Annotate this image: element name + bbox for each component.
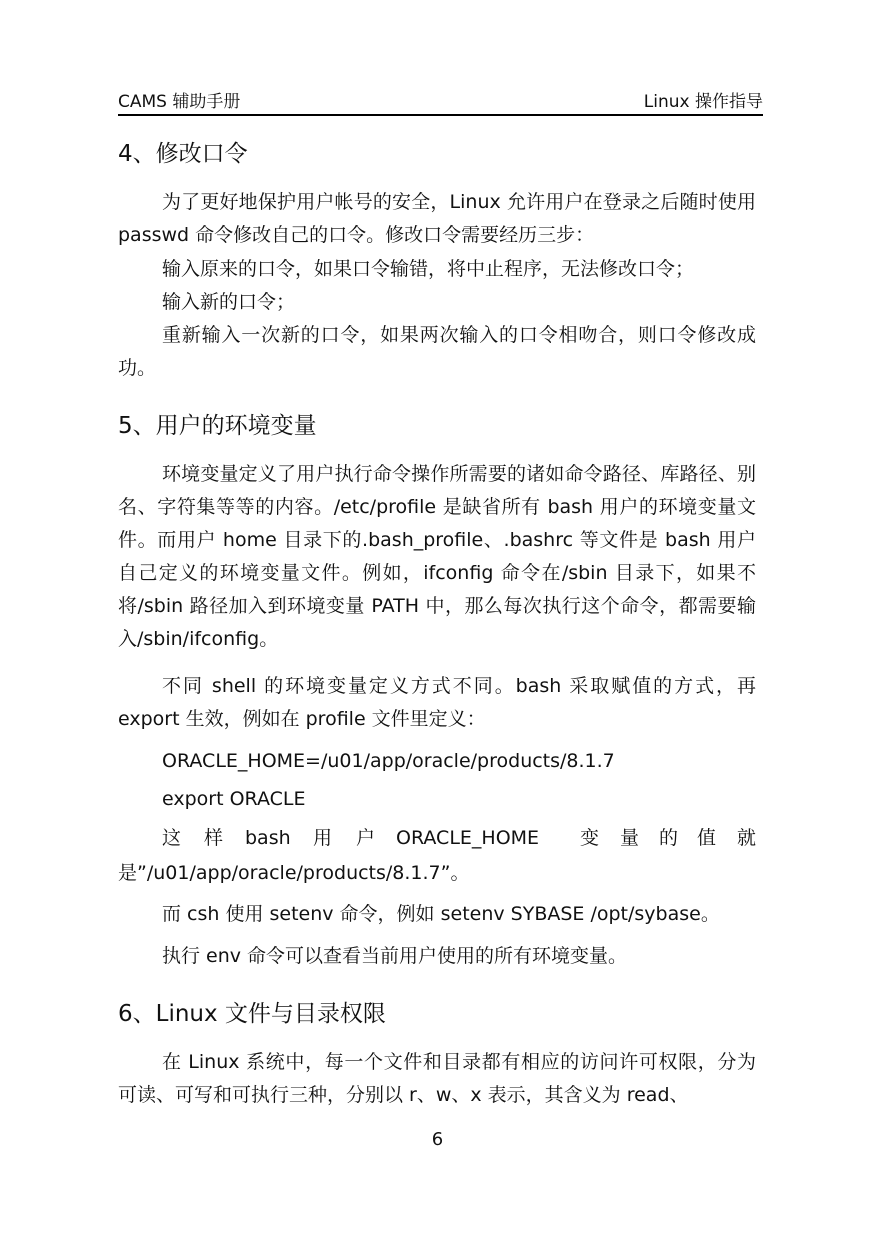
spaced-word: 变: [580, 827, 600, 849]
header-manual-title: CAMS 辅助手册: [118, 92, 241, 112]
section-heading-file-permissions: 6、Linux 文件与目录权限: [118, 1001, 386, 1027]
spaced-line-continuation: 是”/u01/app/oracle/products/8.1.7”。: [118, 862, 470, 884]
paragraph-env-command: 执行 env 命令可以查看当前用户使用的所有环境变量。: [162, 945, 628, 967]
spaced-word: ORACLE_HOME: [396, 827, 540, 849]
code-line-oracle-home: ORACLE_HOME=/u01/app/oracle/products/8.1.7: [162, 750, 615, 772]
spaced-word: 的: [659, 827, 679, 849]
header-chapter-title: Linux 操作指导: [643, 92, 763, 112]
page-header: [118, 92, 763, 116]
spaced-line-oracle-home-value: [162, 825, 756, 851]
section-heading-change-password: 4、修改口令: [118, 141, 248, 167]
paragraph-permissions-intro: 在 Linux 系统中，每一个文件和目录都有相应的访问许可权限，分为可读、可写和可执行三种，分别以 r、w、x 表示，其含义为 read、: [118, 1051, 756, 1106]
spaced-word: 样: [204, 827, 224, 849]
paragraph-csh-setenv: 而 csh 使用 setenv 命令，例如 setenv SYBASE /opt/sybase。: [162, 903, 720, 925]
spaced-word: 值: [697, 827, 717, 849]
paragraph-password-intro: 为了更好地保护用户帐号的安全，Linux 允许用户在登录之后随时使用 passwd 命令修改自己的口令。修改口令需要经历三步：: [118, 191, 756, 246]
spaced-word: 就: [737, 827, 757, 849]
page-number: 6: [431, 1129, 444, 1150]
section-heading-environment-variables: 5、用户的环境变量: [118, 413, 317, 439]
spaced-word: 户: [356, 827, 376, 849]
spaced-word: 量: [620, 827, 640, 849]
paragraph-shell-difference: 不同 shell 的环境变量定义方式不同。bash 采取赋值的方式，再 export 生效，例如在 profile 文件里定义：: [118, 675, 756, 730]
paragraph-step-old-password: 输入原来的口令，如果口令输错，将中止程序，无法修改口令；: [162, 258, 695, 280]
spaced-word: 用: [313, 827, 333, 849]
spaced-word: 这: [162, 827, 182, 849]
spaced-word: bash: [245, 827, 291, 849]
code-line-export: export ORACLE: [162, 788, 306, 810]
paragraph-step-confirm-password: 重新输入一次新的口令，如果两次输入的口令相吻合，则口令修改成功。: [118, 324, 756, 379]
paragraph-step-new-password: 输入新的口令；: [162, 291, 296, 313]
paragraph-env-intro: 环境变量定义了用户执行命令操作所需要的诸如命令路径、库路径、别名、字符集等等的内容。/etc/profile 是缺省所有 bash 用户的环境变量文件。而用户 home 目录下的.bash_profile、.bashrc 等文件是 bash 用户自己定义的环境变量文件。例如，ifconfig 命令在/sbin 目录下，如果不将/sbin 路径加入到环境变量 PATH 中，那么每次执行这个命令，都需要输入/sbin/ifconfig。: [118, 463, 756, 650]
